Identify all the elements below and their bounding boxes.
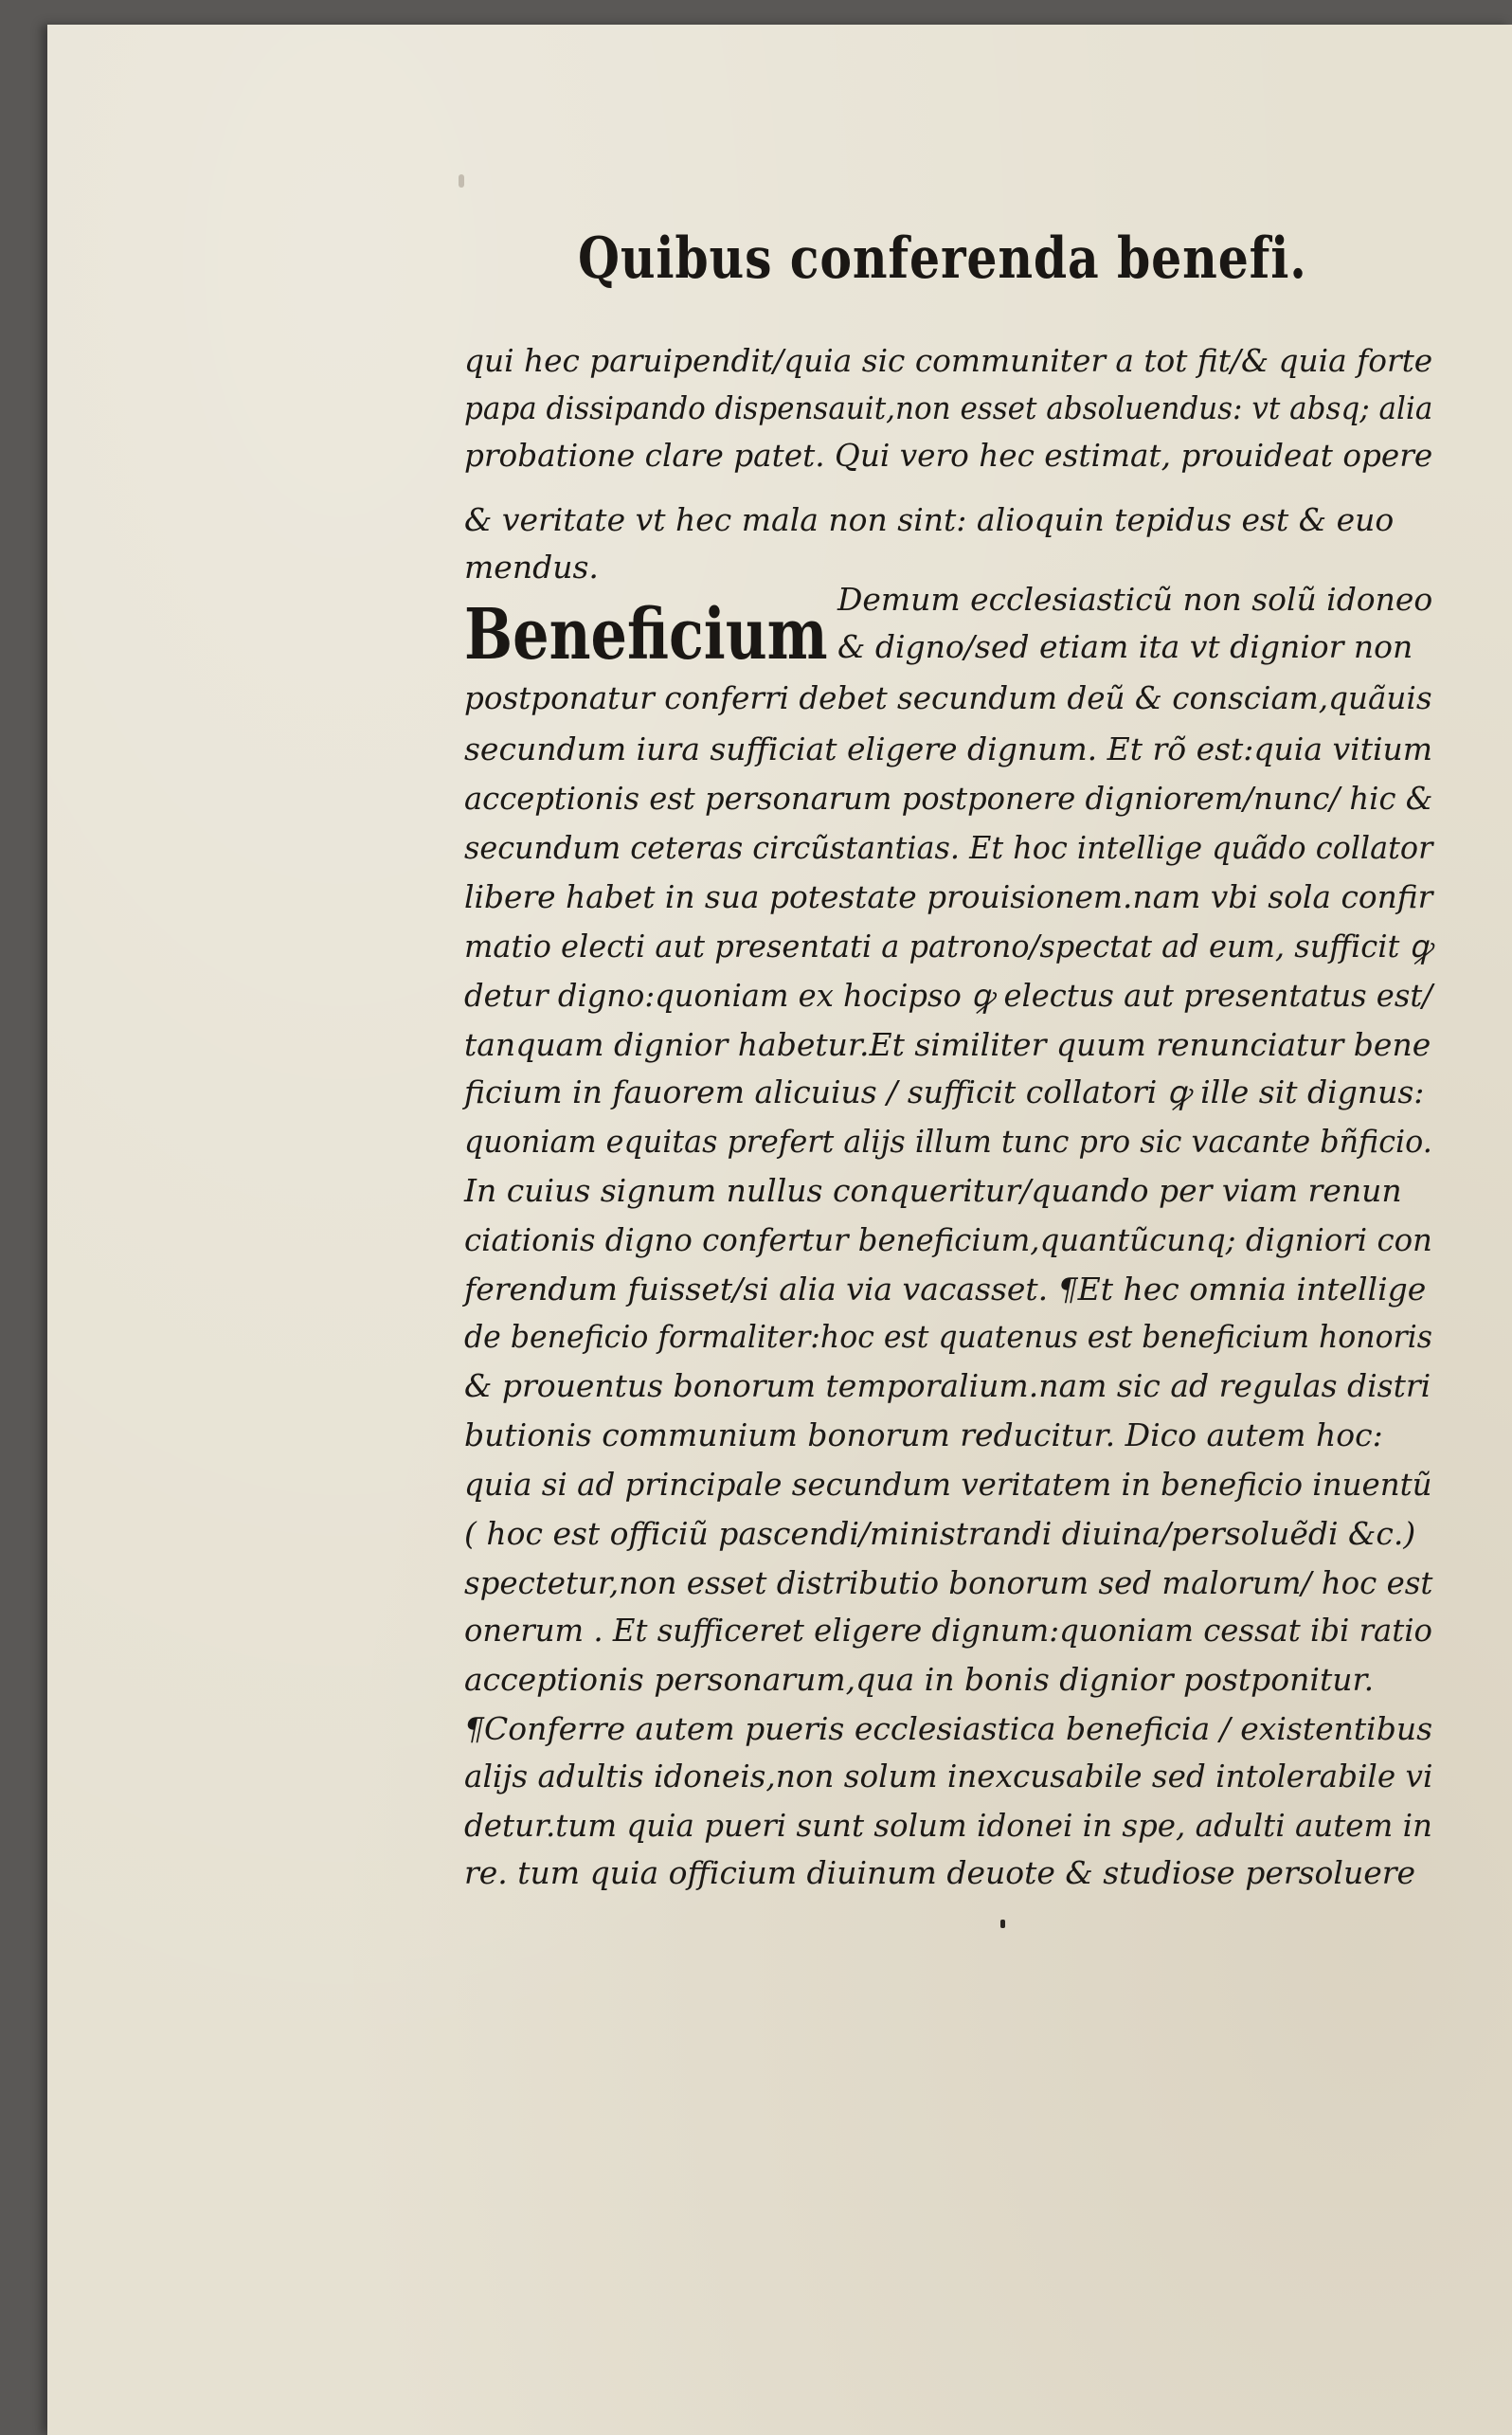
text-line: secundum ceteras circũstantias. Et hoc intellige quãdo collator [464, 829, 1433, 866]
text-line: ficium in fauorem alicuius / sufficit collatori ꝙ ille sit dignus: [464, 1073, 1425, 1110]
text-line: Demum ecclesiasticũ non solũ idoneo [837, 581, 1433, 618]
text-line: butionis communium bonorum reducitur. Dico autem hoc: [464, 1416, 1383, 1453]
text-line: quia si ad principale secundum veritatem in beneficio inuentũ [464, 1466, 1432, 1503]
text-line: spectetur,non esset distributio bonorum sed malorum/ hoc est [464, 1564, 1433, 1601]
text-line: detur digno:quoniam ex hocipso ꝙ electus aut presentatus est/ [464, 977, 1433, 1014]
text-line: ciationis digno confertur beneficium,quantũcunq; digniori con [464, 1221, 1432, 1258]
text-line: secundum iura sufficiat eligere dignum. Et rõ est:quia vitium [464, 730, 1433, 767]
text-line: ferendum fuisset/si alia via vacasset. ¶Et hec omnia intellige [464, 1271, 1427, 1308]
text-line: & veritate vt hec mala non sint: alioquin tepidus est & euo [464, 501, 1395, 538]
text-line: & prouentus bonorum temporalium.nam sic ad regulas distri [464, 1367, 1431, 1404]
text-line: ¶Conferre autem pueris ecclesiastica beneficia / existentibus [464, 1710, 1433, 1747]
text-line: de beneficio formaliter:hoc est quatenus est beneficium honoris [464, 1318, 1432, 1355]
text-line: qui hec paruipendit/quia sic communiter a tot fit/& quia forte [464, 342, 1433, 379]
stray-ink-mark [1000, 1920, 1005, 1928]
running-head: Quibus conferenda benefi. [578, 225, 1307, 292]
text-line: In cuius signum nullus conqueritur/quando per viam renun [464, 1172, 1402, 1209]
text-line: papa dissipando dispensauit,non esset absoluendus: vt absq; alia [464, 389, 1433, 426]
text-line: re. tum quia officium diuinum deuote & studiose persoluere [464, 1854, 1416, 1891]
text-line: quoniam equitas prefert alijs illum tunc pro sic vacante bñficio. [464, 1123, 1432, 1160]
text-line: tanquam dignior habetur.Et similiter quum renunciatur bene [464, 1026, 1431, 1063]
text-line: matio electi aut presentati a patrono/spectat ad eum, sufficit ꝙ [464, 928, 1432, 965]
text-line: & digno/sed etiam ita vt dignior non [837, 628, 1413, 665]
text-line: acceptionis est personarum postponere digniorem/nunc/ hic & [464, 780, 1433, 817]
initial-word: Beneficium [464, 594, 828, 676]
text-line: alijs adultis idoneis,non solum inexcusabile sed intolerabile vi [464, 1758, 1433, 1795]
text-line: postponatur conferri debet secundum deũ & consciam,quãuis [464, 679, 1432, 716]
text-line: detur.tum quia pueri sunt solum idonei in spe, adulti autem in [464, 1807, 1432, 1844]
text-line: acceptionis personarum,qua in bonis dignior postponitur. [464, 1661, 1375, 1698]
text-line: mendus. [464, 549, 599, 586]
text-line: probatione clare patet. Qui vero hec estimat, prouideat opere [464, 437, 1433, 474]
text-line: libere habet in sua potestate prouisionem.nam vbi sola confir [464, 878, 1433, 915]
stray-ink-mark [459, 174, 464, 188]
text-line: ( hoc est officiũ pascendi/ministrandi diuina/persoluẽdi &c.) [464, 1515, 1416, 1552]
text-line: onerum . Et sufficeret eligere dignum:quoniam cessat ibi ratio [464, 1612, 1432, 1649]
